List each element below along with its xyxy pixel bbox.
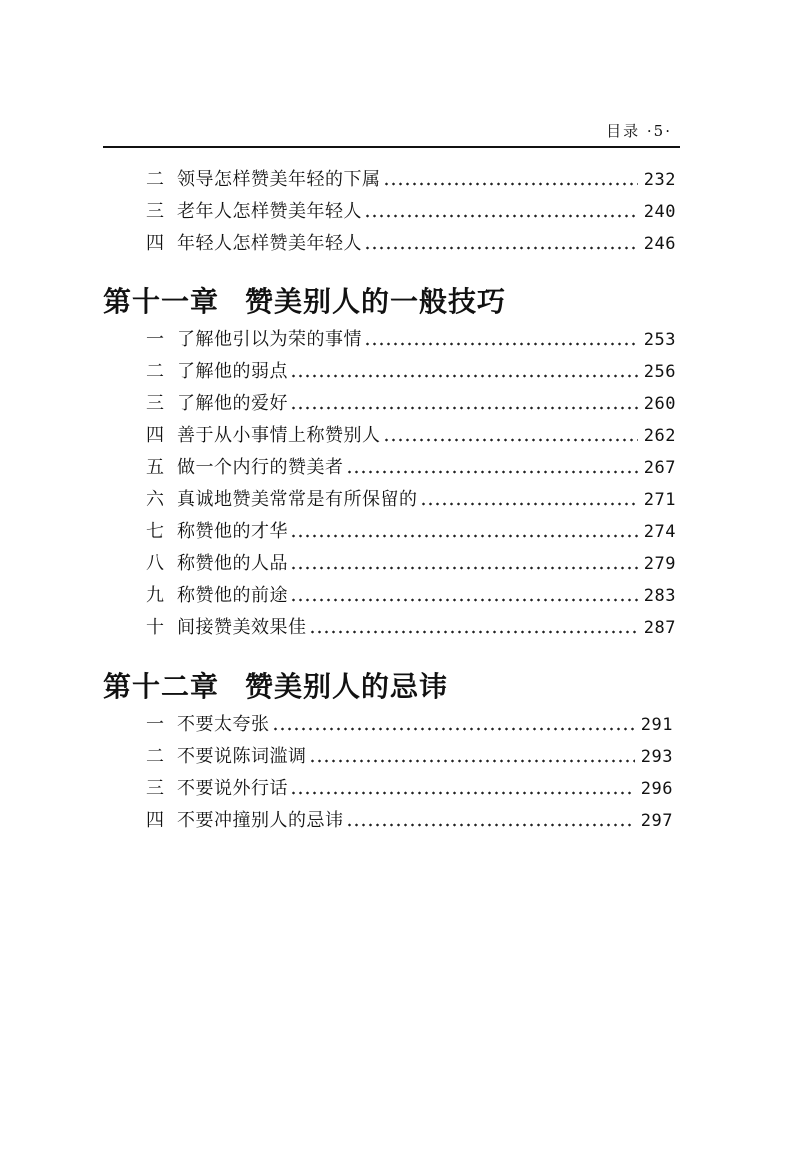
dot-leader <box>383 438 638 442</box>
toc-entry[interactable] <box>133 550 676 578</box>
entry-page: 274 <box>643 522 676 542</box>
entry-title: 善于从小事情上称赞别人 <box>177 425 381 446</box>
entry-title: 不要说陈词滥调 <box>177 746 307 767</box>
entry-page: 279 <box>643 554 676 574</box>
dot-leader <box>309 630 638 634</box>
entry-page: 232 <box>643 170 676 190</box>
entry-title: 称赞他的才华 <box>177 521 288 542</box>
toc-entry[interactable] <box>133 743 673 771</box>
dot-leader <box>290 598 638 602</box>
entry-number: 四 <box>146 233 164 254</box>
entry-page: 271 <box>643 490 676 510</box>
entry-number: 七 <box>146 521 164 542</box>
toc-entry[interactable] <box>133 166 676 194</box>
entry-page: 256 <box>643 362 676 382</box>
entry-number: 五 <box>146 457 164 478</box>
page-header <box>103 118 680 148</box>
toc-entry[interactable] <box>133 614 676 642</box>
entry-page: 291 <box>640 715 673 735</box>
dot-leader <box>290 791 635 795</box>
entry-title: 不要说外行话 <box>177 778 288 799</box>
dot-leader <box>364 214 638 218</box>
entry-title: 领导怎样赞美年轻的下属 <box>177 169 381 190</box>
entry-number: 三 <box>146 393 164 414</box>
chapter-title: 赞美别人的忌讳 <box>245 670 449 703</box>
entry-number: 二 <box>146 361 164 382</box>
entry-title: 真诚地赞美常常是有所保留的 <box>177 489 418 510</box>
toc-entry[interactable] <box>133 198 676 226</box>
toc-entry[interactable] <box>133 807 673 835</box>
entry-page: 262 <box>643 426 676 446</box>
entry-title: 不要冲撞别人的忌讳 <box>177 810 344 831</box>
entry-title: 了解他的弱点 <box>177 361 288 382</box>
dot-leader <box>309 759 635 763</box>
entry-page: 287 <box>643 618 676 638</box>
entry-page: 297 <box>640 811 673 831</box>
entry-page: 267 <box>643 458 676 478</box>
chapter-label: 第十一章 <box>103 285 220 318</box>
dot-leader <box>420 502 638 506</box>
toc-entry[interactable] <box>133 775 673 803</box>
toc-entry[interactable] <box>133 711 673 739</box>
dot-leader <box>346 823 635 827</box>
toc-entry[interactable] <box>133 486 676 514</box>
entry-title: 称赞他的前途 <box>177 585 288 606</box>
dot-leader <box>346 470 638 474</box>
dot-leader <box>290 534 638 538</box>
toc-entry[interactable] <box>133 422 676 450</box>
entry-number: 八 <box>146 553 164 574</box>
dot-leader <box>364 246 638 250</box>
chapter-12-heading[interactable] <box>103 665 448 705</box>
entry-title: 年轻人怎样赞美年轻人 <box>177 233 362 254</box>
dot-leader <box>272 727 635 731</box>
entry-number: 一 <box>146 714 164 735</box>
entry-number: 二 <box>146 746 164 767</box>
toc-entry[interactable] <box>133 390 676 418</box>
entry-page: 246 <box>643 234 676 254</box>
toc-entry[interactable] <box>133 358 676 386</box>
dot-leader <box>383 182 638 186</box>
entry-title: 了解他的爱好 <box>177 393 288 414</box>
entry-number: 四 <box>146 425 164 446</box>
entry-number: 十 <box>146 617 164 638</box>
entry-title: 不要太夸张 <box>177 714 270 735</box>
entry-page: 240 <box>643 202 676 222</box>
toc-entry[interactable] <box>133 326 676 354</box>
entry-title: 老年人怎样赞美年轻人 <box>177 201 362 222</box>
dot-leader <box>290 406 638 410</box>
toc-entry[interactable] <box>133 582 676 610</box>
entry-page: 293 <box>640 747 673 767</box>
entry-page: 260 <box>643 394 676 414</box>
dot-leader <box>290 566 638 570</box>
entry-number: 一 <box>146 329 164 350</box>
toc-entry[interactable] <box>133 230 676 258</box>
header-text: 目录 ·5· <box>606 122 672 140</box>
entry-title: 间接赞美效果佳 <box>177 617 307 638</box>
entry-number: 四 <box>146 810 164 831</box>
entry-number: 九 <box>146 585 164 606</box>
entry-title: 了解他引以为荣的事情 <box>177 329 362 350</box>
chapter-label: 第十二章 <box>103 670 220 703</box>
entry-page: 253 <box>643 330 676 350</box>
dot-leader <box>364 342 638 346</box>
entry-page: 283 <box>643 586 676 606</box>
chapter-11-heading[interactable] <box>103 280 506 320</box>
entry-number: 二 <box>146 169 164 190</box>
entry-number: 六 <box>146 489 164 510</box>
chapter-title: 赞美别人的一般技巧 <box>245 285 507 318</box>
entry-page: 296 <box>640 779 673 799</box>
entry-title: 称赞他的人品 <box>177 553 288 574</box>
entry-number: 三 <box>146 778 164 799</box>
entry-number: 三 <box>146 201 164 222</box>
toc-entry[interactable] <box>133 454 676 482</box>
toc-entry[interactable] <box>133 518 676 546</box>
dot-leader <box>290 374 638 378</box>
entry-title: 做一个内行的赞美者 <box>177 457 344 478</box>
